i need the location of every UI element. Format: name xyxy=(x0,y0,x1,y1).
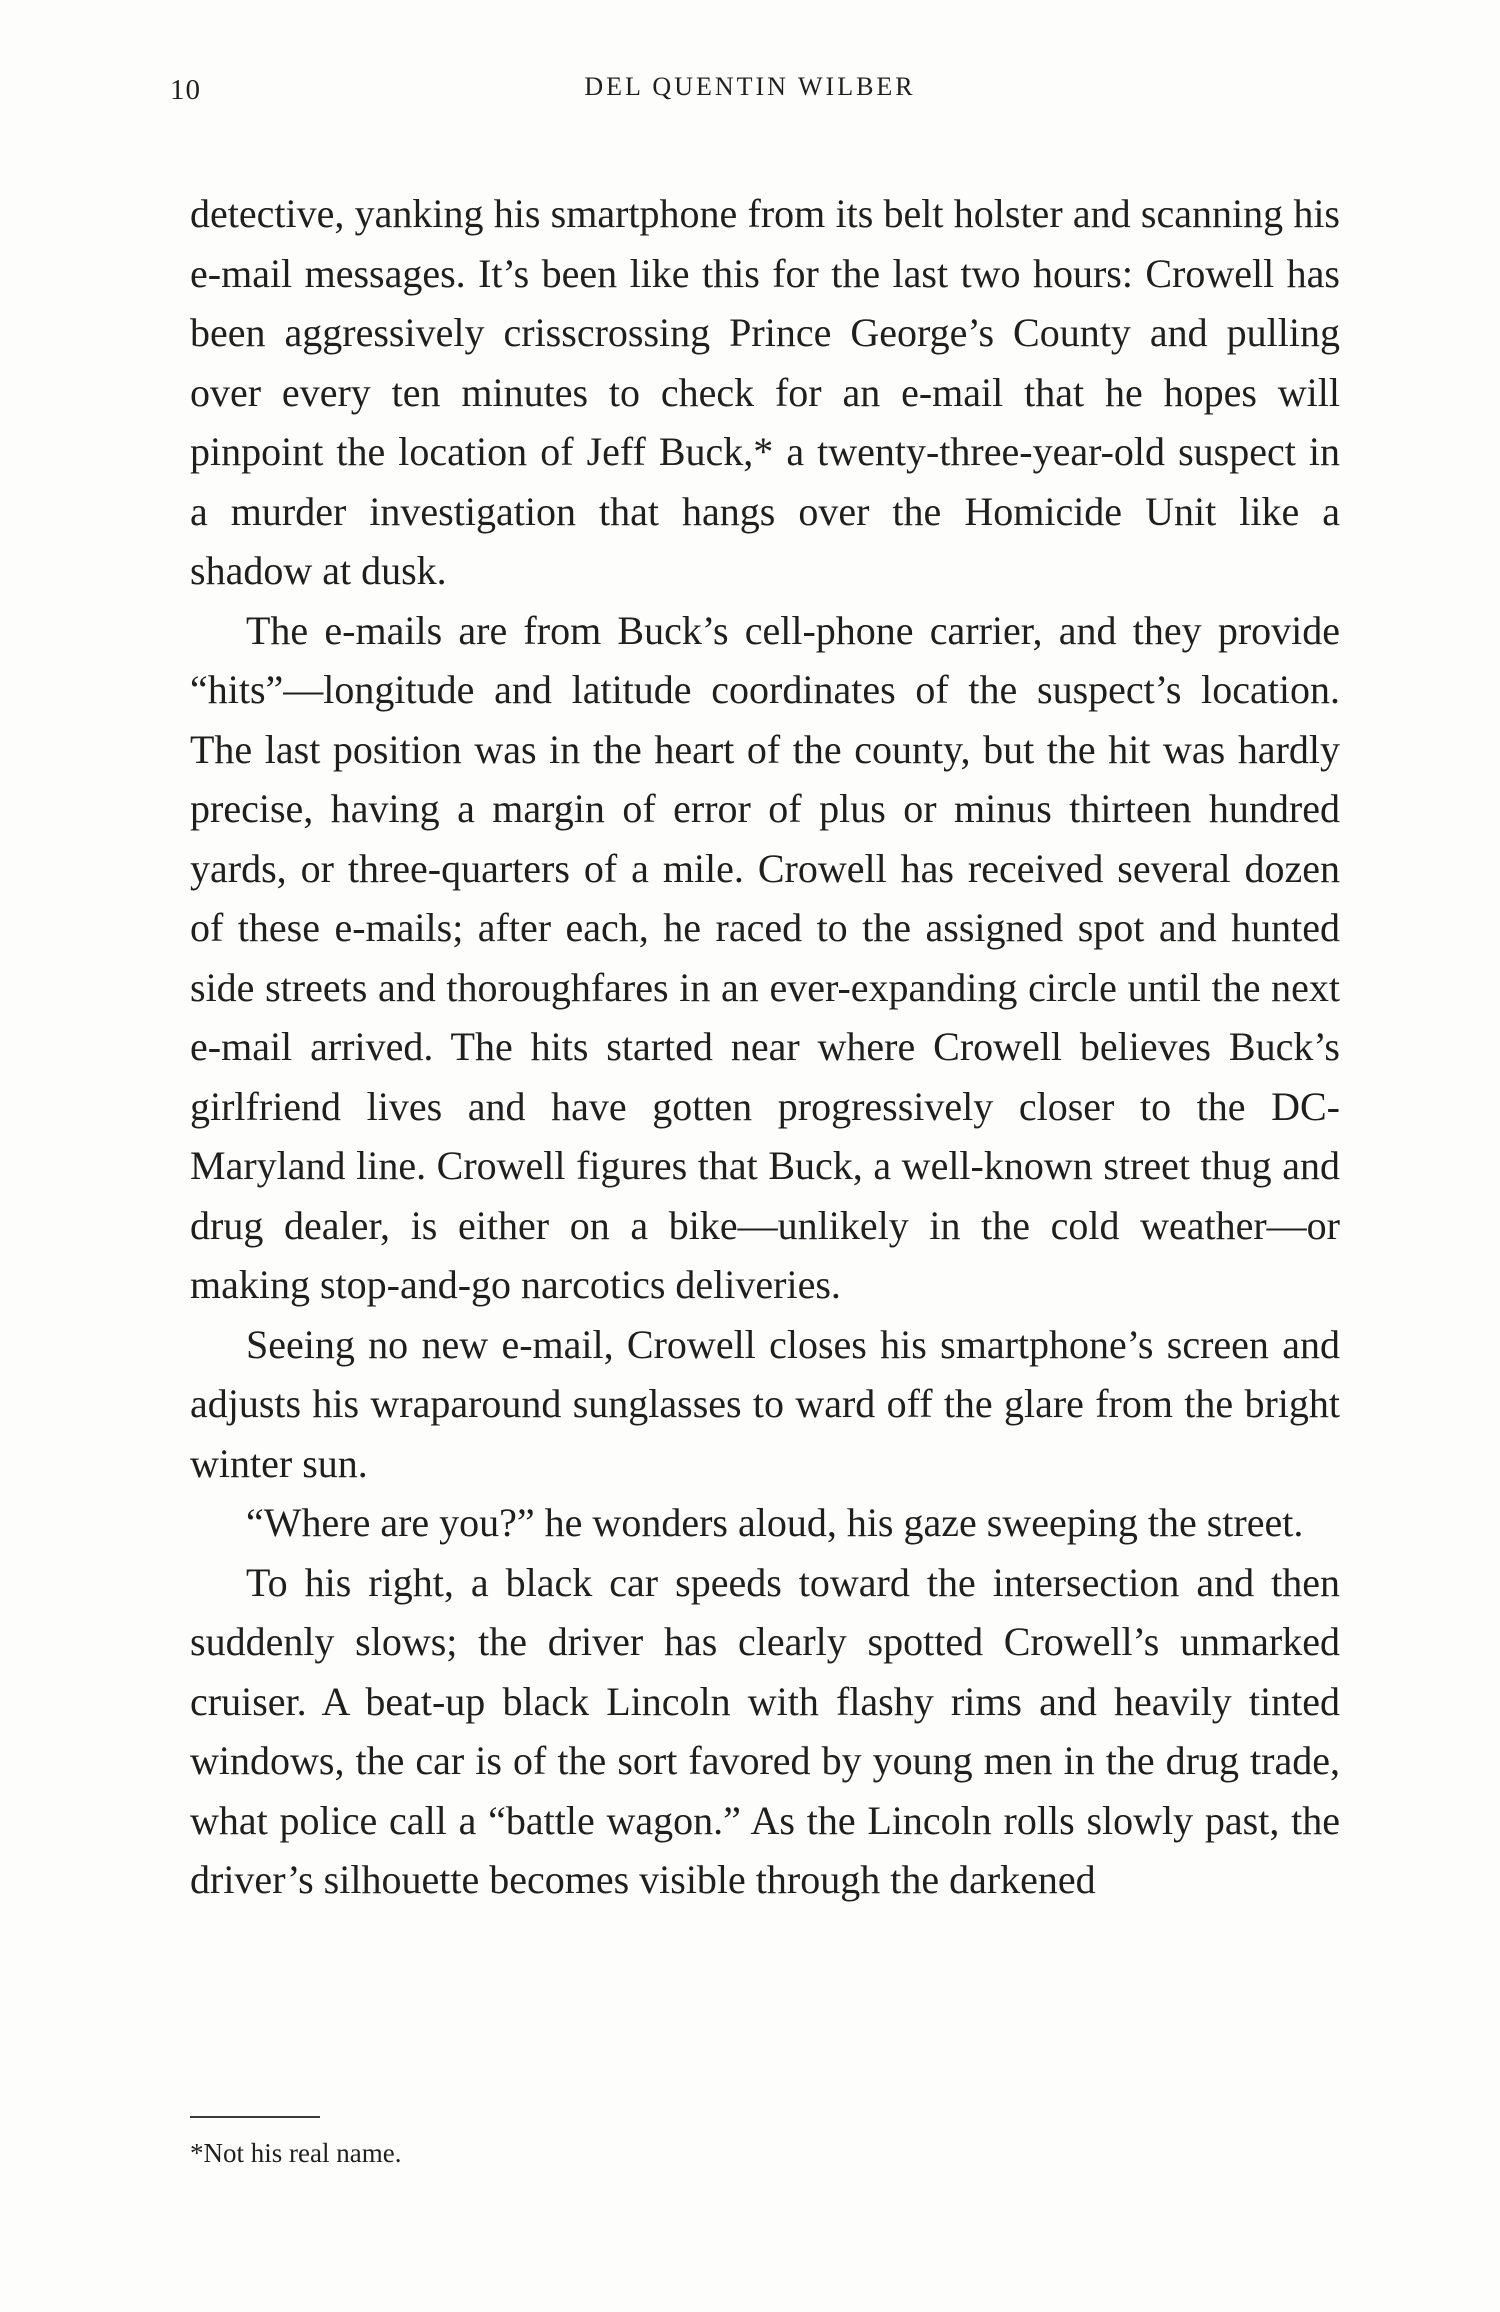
paragraph: detective, yanking his smartphone from its belt holster and scanning his e-mail messages. It’s been like this for the last two hours: Crowell has been aggressively crisscrossing Prince George’s County and pulling over every ten minutes to check for an e-mail that he hopes will pinpoint the location of Jeff Buck,* a twenty-three-year-old suspect in a murder investigation that hangs over the Homicide Unit like a shadow at dusk. xyxy=(190,191,1340,593)
paragraph: “Where are you?” he wonders aloud, his gaze sweeping the street. xyxy=(246,1500,1304,1545)
running-head: DEL QUENTIN WILBER xyxy=(584,72,916,101)
paragraph: Seeing no new e-mail, Crowell closes his smartphone’s screen and adjusts his wraparound sunglasses to ward off the glare from the bright winter sun. xyxy=(190,1321,1340,1486)
body-text xyxy=(190,184,1340,1910)
footnote: *Not his real name. xyxy=(190,2138,402,2168)
footnote-divider xyxy=(190,2116,320,2118)
paragraph: The e-mails are from Buck’s cell-phone carrier, and they provide “hits”—longitude and latitude coordinates of the suspect’s location. The last position was in the heart of the county, but the hit was hardly precise, having a margin of error of plus or minus thirteen hundred yards, or three-quarters of a mile. Crowell has received several dozen of these e-mails; after each, he raced to the assigned spot and hunted side streets and thoroughfares in an ever-expanding circle until the next e-mail arrived. The hits started near where Crowell believes Buck’s girlfriend lives and have gotten progressively closer to the DC-Maryland line. Crowell figures that Buck, a well-known street thug and drug dealer, is either on a bike—unlikely in the cold weather—or making stop-and-go narcotics deliveries. xyxy=(190,607,1340,1307)
page-number: 10 xyxy=(170,74,201,106)
paragraph: To his right, a black car speeds toward the intersection and then suddenly slows; the driver has clearly spotted Crowell’s unmarked cruiser. A beat-up black Lincoln with flashy rims and heavily tinted windows, the car is of the sort favored by young men in the drug trade, what police call a “battle wagon.” As the Lincoln rolls slowly past, the driver’s silhouette becomes visible through the darkened xyxy=(190,1559,1340,1902)
